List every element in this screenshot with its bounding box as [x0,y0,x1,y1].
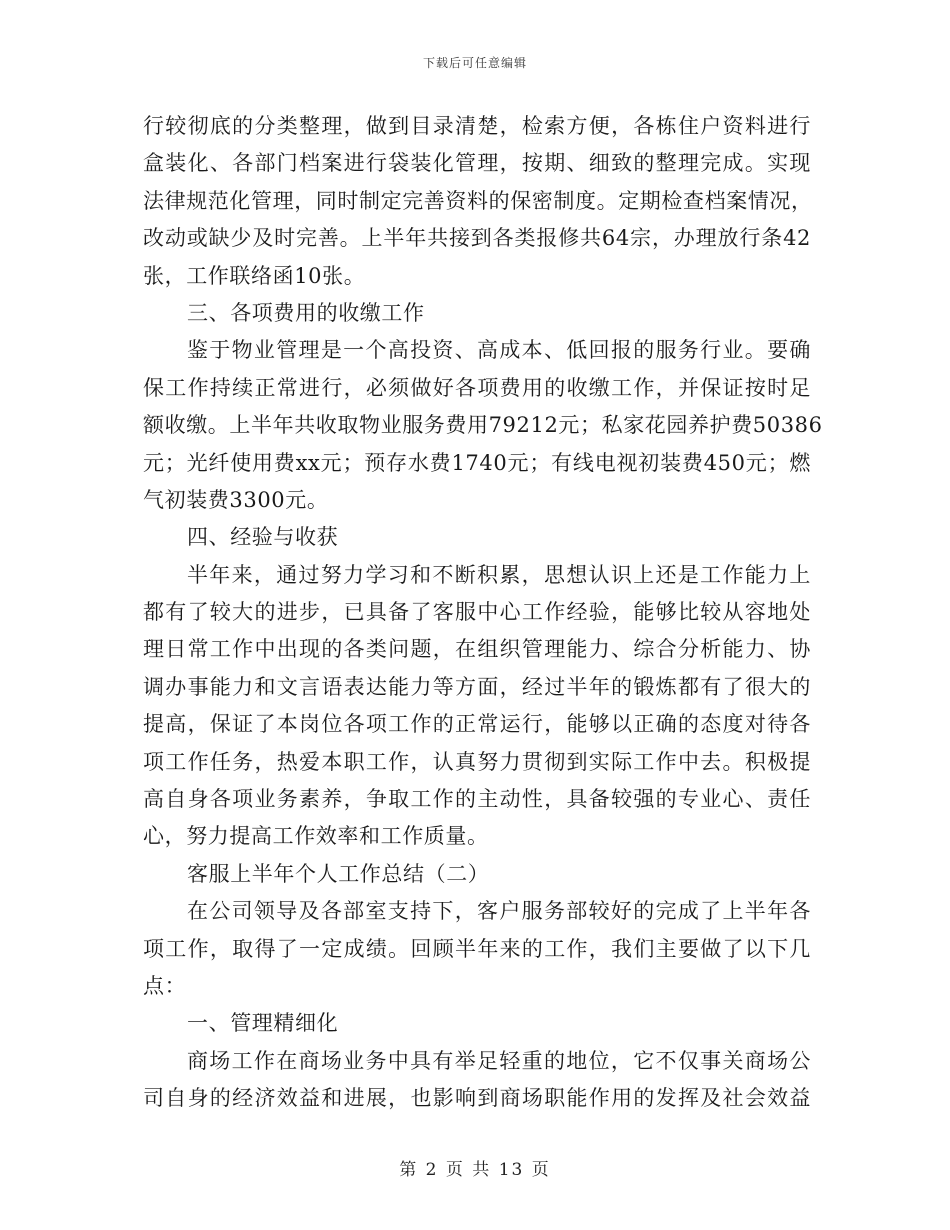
text-line: 项工作，取得了一定成绩。回顾半年来的工作，我们主要做了以下几 [143,936,811,961]
text-line: 一、管理精细化 [187,1011,339,1036]
document-body [143,108,823,1118]
text-line: 点： [143,973,187,998]
text-line: 在公司领导及各部室支持下，客户服务部较好的完成了上半年各 [187,899,811,924]
text-line: 司自身的经济效益和进展，也影响到商场职能作用的发挥及社会效益 [143,1086,811,1111]
text-line: 理日常工作中出现的各类问题，在组织管理能力、综合分析能力、协 [143,637,811,662]
text-line: 改动或缺少及时完善。上半年共接到各类报修共64宗，办理放行条42 [143,226,811,251]
text-line: 额收缴。上半年共收取物业服务费用79212元；私家花园养护费50386 [143,413,823,438]
text-line: 张，工作联络函10张。 [143,263,366,288]
text-line: 都有了较大的进步，已具备了客服中心工作经验，能够比较从容地处 [143,600,811,625]
page-number-footer: 第 2 页 共 13 页 [399,1160,551,1180]
text-line: 元；光纤使用费xx元；预存水费1740元；有线电视初装费450元；燃 [143,450,811,475]
text-line: 项工作任务，热爱本职工作，认真努力贯彻到实际工作中去。积极提 [143,749,811,774]
text-line: 提高，保证了本岗位各项工作的正常运行，能够以正确的态度对待各 [143,712,811,737]
text-line: 心，努力提高工作效率和工作质量。 [143,824,489,849]
text-line: 行较彻底的分类整理，做到目录清楚，检索方便，各栋住户资料进行 [143,114,811,138]
page-header: 下载后可任意编辑 [422,56,527,70]
text-line: 高自身各项业务素养，争取工作的主动性，具备较强的专业心、责任 [143,787,811,812]
text-line: 法律规范化管理，同时制定完善资料的保密制度。定期检查档案情况， [143,188,813,213]
text-line: 三、各项费用的收缴工作 [187,300,425,325]
text-line: 鉴于物业管理是一个高投资、高成本、低回报的服务行业。要确 [187,338,811,363]
text-line: 盒装化、各部门档案进行袋装化管理，按期、细致的整理完成。实现 [143,151,811,176]
text-line: 保工作持续正常进行，必须做好各项费用的收缴工作，并保证按时足 [143,375,811,400]
text-line: 半年来，通过努力学习和不断积累，思想认识上还是工作能力上 [187,562,811,587]
text-line: 气初装费3300元。 [143,487,329,512]
text-line: 商场工作在商场业务中具有举足轻重的地位，它不仅事关商场公 [187,1048,811,1073]
text-line: 调办事能力和文言语表达能力等方面，经过半年的锻炼都有了很大的 [143,674,811,699]
text-line: 客服上半年个人工作总结（二） [187,861,490,886]
text-line: 四、经验与收获 [187,525,339,550]
